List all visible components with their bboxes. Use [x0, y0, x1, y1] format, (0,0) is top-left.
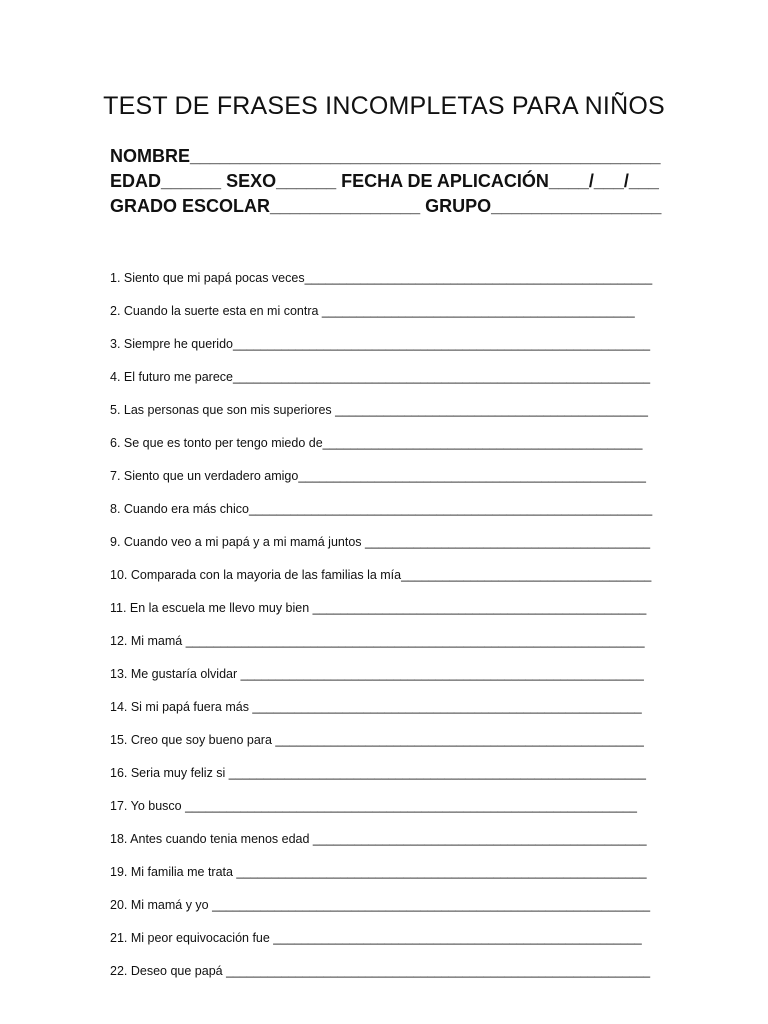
sentence-item-20: 20. Mi mamá y yo _______________________________________________________________ — [110, 898, 651, 912]
sentence-item-9: 9. Cuando veo a mi papá y a mi mamá juntos _________________________________________ — [110, 535, 651, 549]
sentence-item-12: 12. Mi mamá __________________________________________________________________ — [110, 634, 645, 648]
sentence-item-1: 1. Siento que mi papá pocas veces__________________________________________________ — [110, 271, 653, 285]
sentence-item-14: 14. Si mi papá fuera más ________________________________________________________ — [110, 700, 642, 714]
sentence-item-16: 16. Seria muy feliz si ____________________________________________________________ — [110, 766, 646, 780]
sentence-item-3: 3. Siempre he querido____________________________________________________________ — [110, 337, 651, 351]
sentence-item-8: 8. Cuando era más chico__________________________________________________________ — [110, 502, 653, 516]
sentence-item-5: 5. Las personas que son mis superiores _____________________________________________ — [110, 403, 648, 417]
sentence-item-19: 19. Mi familia me trata ___________________________________________________________ — [110, 865, 647, 879]
sentence-item-22: 22. Deseo que papá _____________________________________________________________ — [110, 964, 651, 978]
sentence-list — [110, 268, 670, 994]
name-line: NOMBRE_______________________________________________ — [110, 146, 661, 166]
sentence-item-7: 7. Siento que un verdadero amigo__________________________________________________ — [110, 469, 646, 483]
sentence-item-6: 6. Se que es tonto per tengo miedo de______________________________________________ — [110, 436, 643, 450]
document-title: TEST DE FRASES INCOMPLETAS PARA NIÑOS — [103, 92, 665, 120]
sentence-item-4: 4. El futuro me parece____________________________________________________________ — [110, 370, 651, 384]
grade-group-line: GRADO ESCOLAR_______________ GRUPO_________________ — [110, 196, 662, 216]
student-info-section — [110, 144, 670, 219]
sentence-item-11: 11. En la escuela me llevo muy bien ________________________________________________ — [110, 601, 647, 615]
sentence-item-2: 2. Cuando la suerte esta en mi contra _____________________________________________ — [110, 304, 635, 318]
sentence-item-13: 13. Me gustaría olvidar __________________________________________________________ — [110, 667, 644, 681]
sentence-item-21: 21. Mi peor equivocación fue _____________________________________________________ — [110, 931, 642, 945]
sentence-item-15: 15. Creo que soy bueno para _____________________________________________________ — [110, 733, 644, 747]
sentence-item-18: 18. Antes cuando tenia menos edad ________________________________________________ — [110, 832, 647, 846]
age-sex-date-line: EDAD______ SEXO______ FECHA DE APLICACIÓN____/___/___ — [110, 171, 659, 191]
sentence-item-17: 17. Yo busco _________________________________________________________________ — [110, 799, 637, 813]
sentence-item-10: 10. Comparada con la mayoria de las familias la mía____________________________________ — [110, 568, 652, 582]
